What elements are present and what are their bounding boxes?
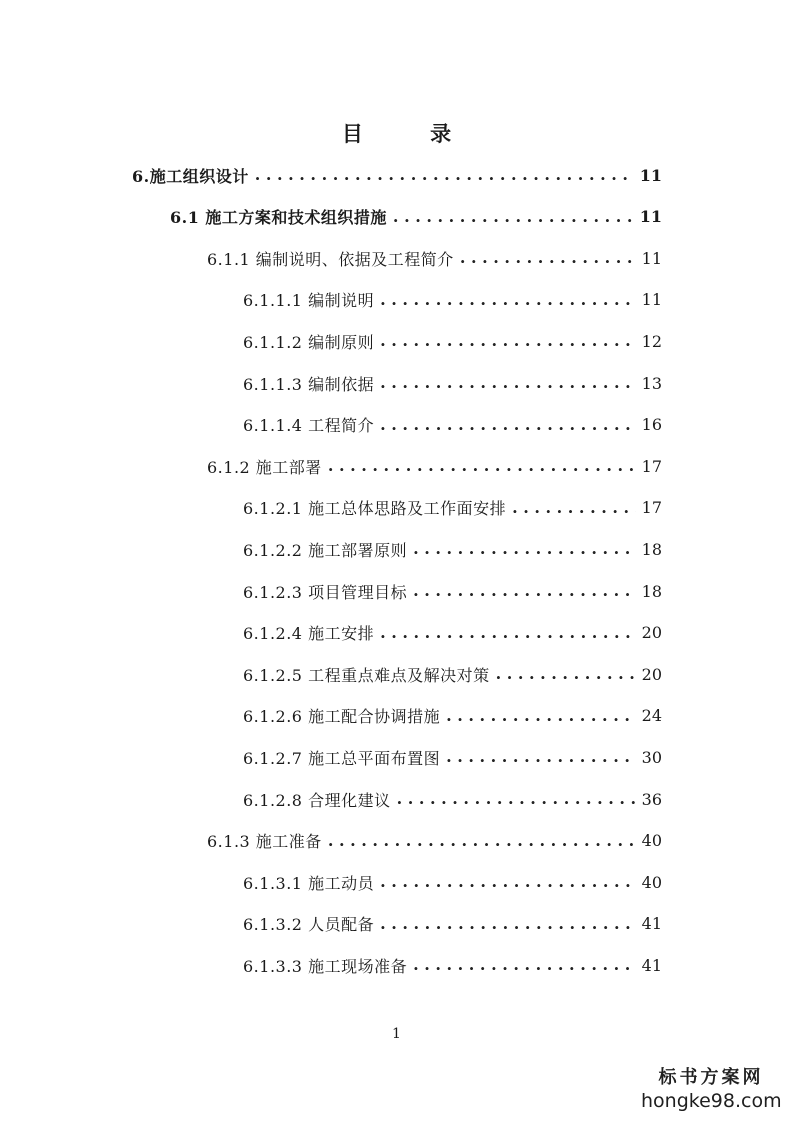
toc-entry-page: 17 [641, 498, 662, 518]
toc-entry-page: 41 [641, 955, 662, 975]
toc-entry-label: 6.施工组织设计 [132, 166, 249, 186]
toc-dot-leader [380, 410, 636, 440]
toc-entry-page: 20 [641, 664, 662, 684]
toc-entry-page: 11 [639, 165, 662, 185]
toc-dot-leader [380, 618, 636, 648]
watermark-name: 标书方案网 [658, 1067, 764, 1088]
toc-entry-label: 6.1.2.3 项目管理目标 [243, 582, 408, 602]
toc-entry-label: 6.1.3 施工准备 [207, 832, 322, 852]
toc-entry[interactable] [207, 451, 662, 481]
toc-entry-label: 6.1.2.5 工程重点难点及解决对策 [243, 665, 490, 685]
toc-entry-page: 41 [641, 914, 662, 934]
toc-dot-leader [380, 285, 636, 315]
toc-entry-label: 6.1.2.1 施工总体思路及工作面安排 [243, 499, 507, 519]
toc-entry[interactable] [207, 826, 662, 856]
toc-entry-page: 16 [641, 415, 662, 435]
toc-entry-label: 6.1.2.8 合理化建议 [243, 790, 391, 810]
toc-entry-label: 6.1.1.4 工程简介 [243, 416, 375, 436]
toc-dot-leader [380, 368, 636, 398]
toc-entry[interactable] [243, 618, 662, 648]
toc-dot-leader [413, 534, 636, 564]
toc-dot-leader [393, 202, 634, 232]
toc-entry-label: 6.1.2.4 施工安排 [243, 624, 375, 644]
toc-entry-page: 20 [641, 623, 662, 643]
toc-entry-page: 40 [641, 831, 662, 851]
toc-dot-leader [512, 493, 636, 523]
toc-entry-label: 6.1.3.3 施工现场准备 [243, 956, 408, 976]
toc-dot-leader [328, 451, 636, 481]
toc-entry-page: 18 [641, 581, 662, 601]
toc-entry-label: 6.1.2.6 施工配合协调措施 [243, 707, 441, 727]
watermark-logo [641, 1066, 781, 1112]
toc-entry[interactable] [243, 285, 662, 315]
toc-dot-leader [380, 867, 636, 897]
toc-entry[interactable] [243, 950, 662, 980]
toc-entry[interactable] [243, 742, 662, 772]
toc-entry-page: 40 [641, 872, 662, 892]
toc-entry-page: 11 [641, 248, 662, 268]
toc-entry[interactable] [243, 368, 662, 398]
toc-dot-leader [446, 701, 636, 731]
toc-dot-leader [380, 326, 636, 356]
toc-entry-label: 6.1.1.1 编制说明 [243, 291, 375, 311]
toc-entry[interactable] [243, 493, 662, 523]
toc-entry[interactable] [243, 701, 662, 731]
toc-entry[interactable] [207, 243, 662, 273]
toc-entry-label: 6.1.2.2 施工部署原则 [243, 540, 408, 560]
toc-entry-page: 12 [641, 331, 662, 351]
toc-entry-label: 6.1.3.1 施工动员 [243, 873, 375, 893]
watermark-url: hongke98.com [641, 1090, 782, 1112]
toc-title: 目 录 [341, 121, 482, 146]
toc-dot-leader [446, 742, 636, 772]
toc-entry-label: 6.1.1 编制说明、依据及工程简介 [207, 249, 454, 269]
toc-dot-leader [255, 160, 634, 190]
toc-entry[interactable] [243, 784, 662, 814]
toc-entry-label: 6.1.3.2 人员配备 [243, 915, 375, 935]
toc-entry-page: 30 [641, 747, 662, 767]
toc-dot-leader [413, 950, 636, 980]
toc-entry-label: 6.1.2 施工部署 [207, 457, 322, 477]
toc-dot-leader [380, 909, 636, 939]
toc-entry[interactable] [243, 867, 662, 897]
toc-entry[interactable] [243, 326, 662, 356]
toc-entry-label: 6.1.1.2 编制原则 [243, 332, 375, 352]
toc-dot-leader [397, 784, 636, 814]
toc-entry[interactable] [132, 160, 662, 190]
toc-entry-page: 11 [639, 207, 662, 227]
toc-dot-leader [460, 243, 636, 273]
toc-entry-page: 18 [641, 539, 662, 559]
toc-entry-page: 13 [641, 373, 662, 393]
toc-entry-page: 36 [641, 789, 662, 809]
toc-entry-label: 6.1 施工方案和技术组织措施 [170, 208, 387, 228]
page-number: 1 [392, 1026, 401, 1042]
toc-dot-leader [496, 659, 636, 689]
toc-entry[interactable] [243, 659, 662, 689]
toc-entry[interactable] [243, 410, 662, 440]
toc-dot-leader [413, 576, 636, 606]
toc-entry-page: 17 [641, 456, 662, 476]
toc-entry-label: 6.1.1.3 编制依据 [243, 374, 375, 394]
toc-entry-page: 24 [641, 706, 662, 726]
toc-entry[interactable] [243, 909, 662, 939]
toc-entry-page: 11 [641, 290, 662, 310]
toc-entry[interactable] [243, 576, 662, 606]
toc-dot-leader [328, 826, 636, 856]
toc-entry-label: 6.1.2.7 施工总平面布置图 [243, 748, 441, 768]
toc-entry[interactable] [170, 202, 662, 232]
toc-entry[interactable] [243, 534, 662, 564]
